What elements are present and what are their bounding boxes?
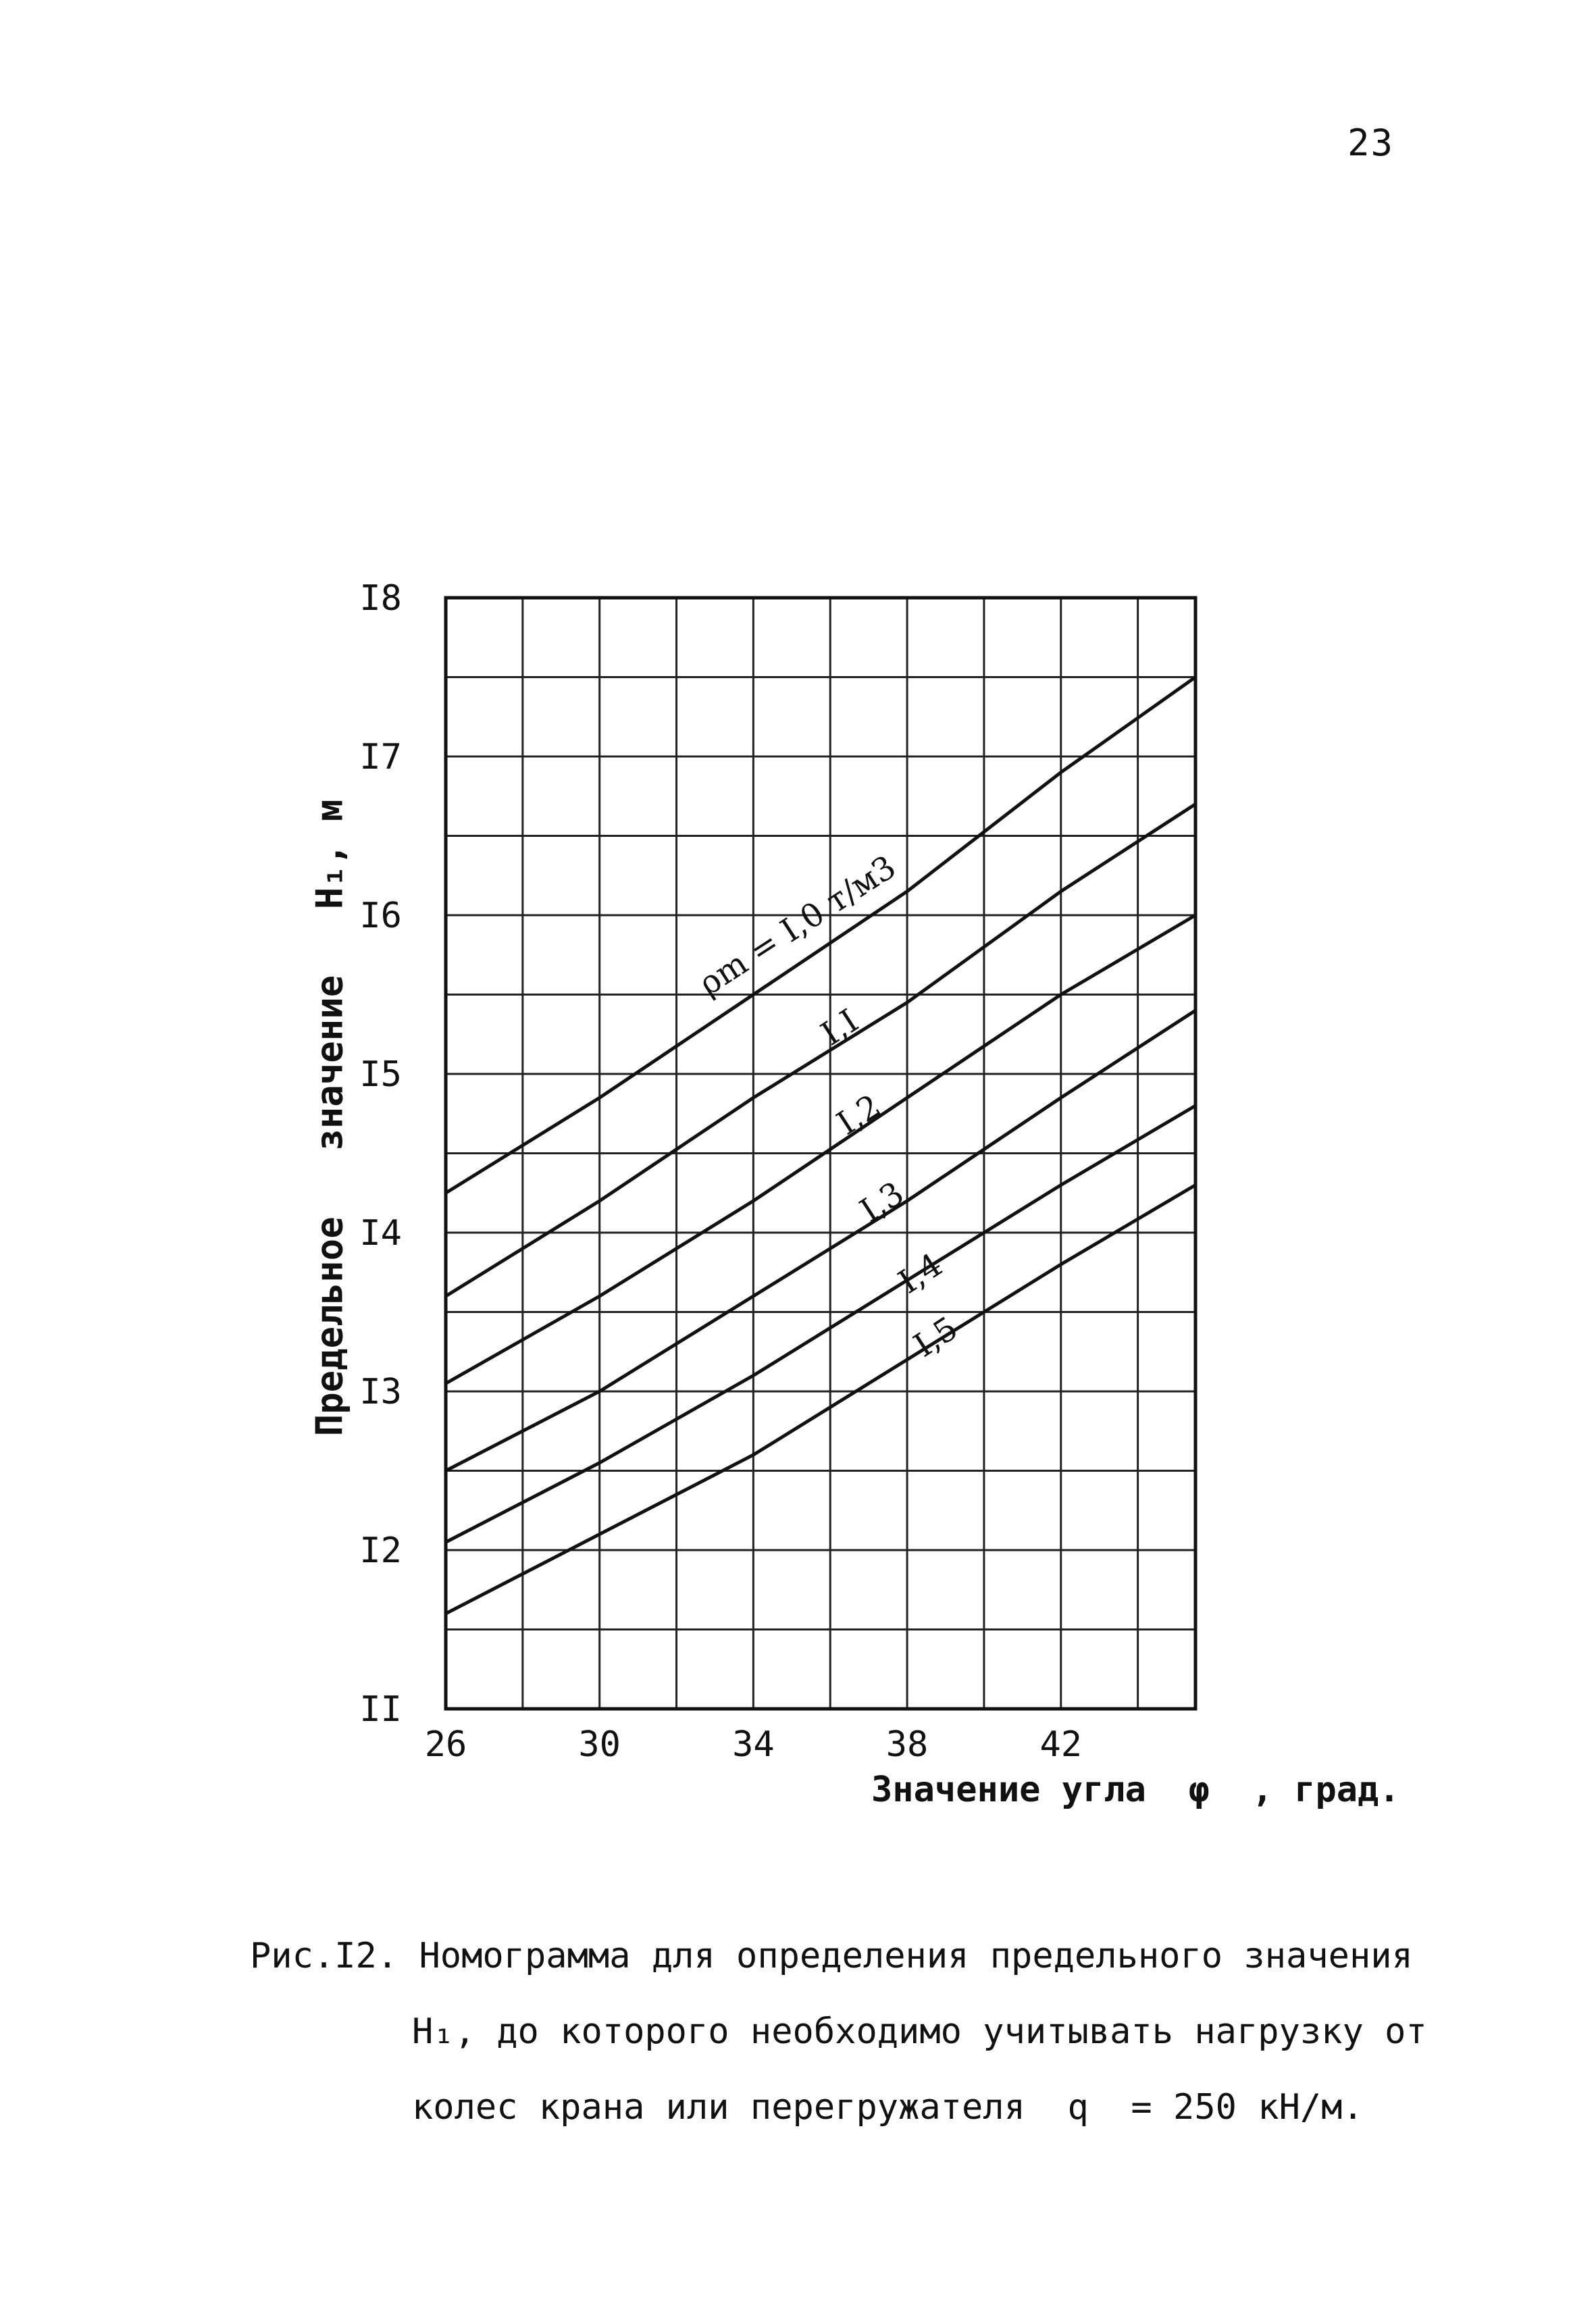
figure-caption [250, 1918, 1427, 2145]
series-line-2 [446, 804, 1195, 1297]
y-tick-label: I4 [359, 1213, 402, 1254]
series-label-5: I,4 [892, 1245, 950, 1302]
series-label-4: I,3 [853, 1174, 911, 1230]
series-line-5 [446, 1106, 1195, 1542]
y-axis-label: Предельное значение H₁, м [308, 799, 351, 1437]
y-tick-label: I7 [359, 737, 402, 777]
chart-curve-labels [692, 848, 964, 1365]
series-line-3 [446, 915, 1195, 1383]
y-tick-label: I8 [359, 578, 402, 619]
x-tick-label: 30 [578, 1724, 621, 1765]
caption-line-1: Рис.I2. Номограмма для определения предельного значения [250, 1936, 1413, 1976]
y-tick-label: I5 [359, 1054, 402, 1095]
chart-grid [446, 598, 1195, 1709]
x-tick-label: 38 [885, 1724, 929, 1765]
y-tick-label: I6 [359, 896, 402, 936]
series-line-1 [446, 677, 1195, 1193]
series-label-6: I,5 [907, 1309, 965, 1365]
y-tick-label: I2 [359, 1531, 402, 1571]
x-tick-label: 42 [1039, 1724, 1083, 1765]
series-label-1: ρm = I,0 т/м3 [692, 848, 903, 1004]
series-line-4 [446, 1010, 1195, 1471]
x-tick-label: 26 [424, 1724, 467, 1765]
y-tick-label: II [359, 1689, 402, 1730]
caption-line-2: H₁, до которого необходимо учитывать нагрузку от [412, 2011, 1427, 2052]
page-number: 23 [1347, 122, 1395, 164]
x-tick-label: 34 [732, 1724, 775, 1765]
y-tick-label: I3 [359, 1372, 402, 1412]
series-label-2: I,I [814, 1002, 865, 1054]
x-axis-label: Значение угла φ , град. [871, 1770, 1400, 1810]
caption-line-3: колес крана или перегружателя q = 250 кН/м. [412, 2087, 1364, 2128]
chart-curves [446, 677, 1195, 1614]
series-label-3: I,2 [830, 1087, 888, 1143]
